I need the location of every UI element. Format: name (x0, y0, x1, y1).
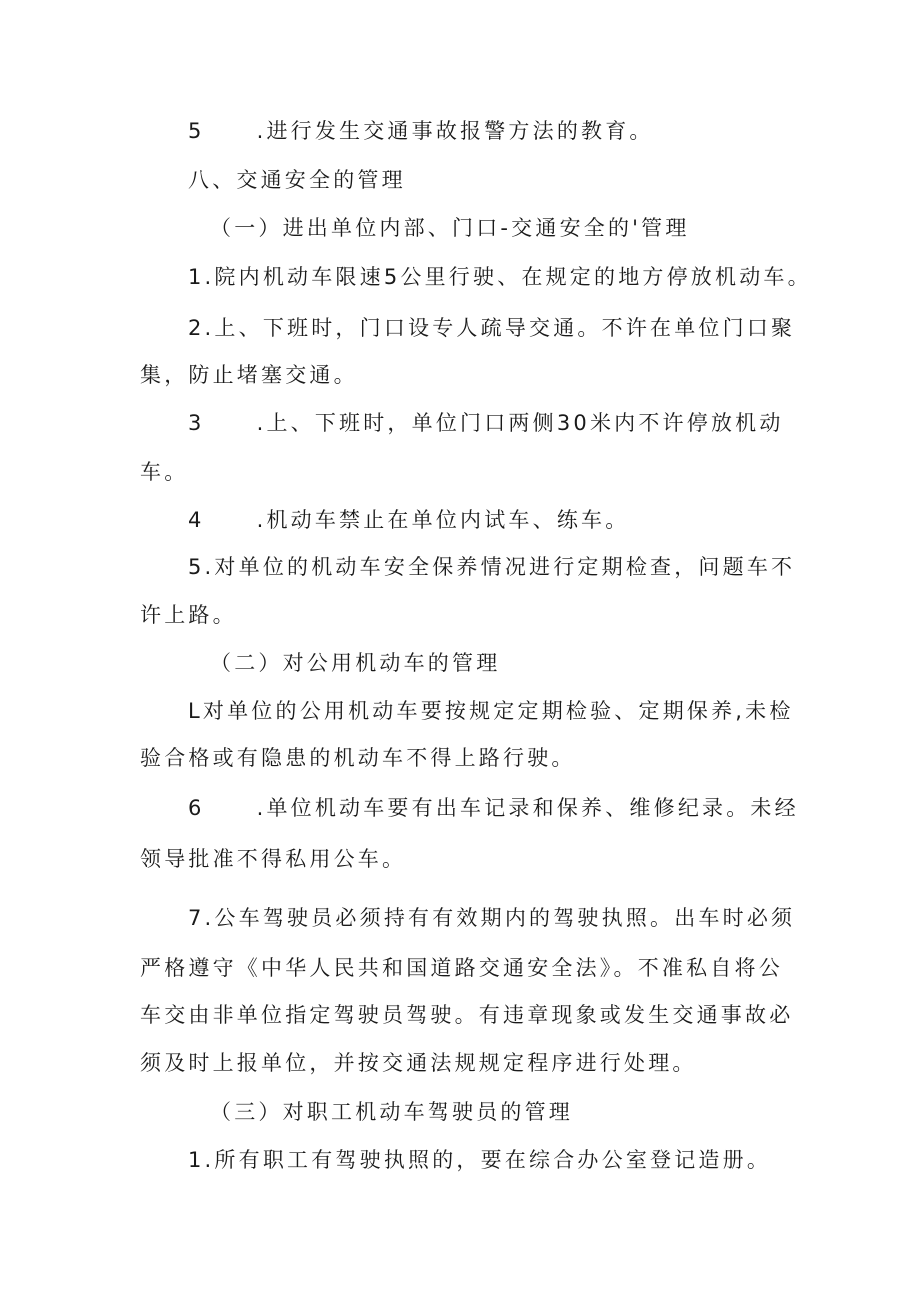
item-text: .进行发生交通事故报警方法的教育。 (256, 119, 654, 143)
paragraph-line: 1.院内机动车限速5公里行驶、在规定的地方停放机动车。 (188, 265, 812, 289)
paragraph-line: 1.所有职工有驾驶执照的，要在综合办公室登记造册。 (188, 1148, 772, 1172)
paragraph-line: 验合格或有隐患的机动车不得上路行驶。 (140, 746, 576, 770)
item-6-line (188, 793, 799, 823)
paragraph-line: L对单位的公用机动车要按规定定期检验、定期保养,未检 (188, 699, 794, 723)
paragraph-line: 车交由非单位指定驾驶员驾驶。有违章现象或发生交通事故必 (140, 1003, 794, 1027)
item-number: 4 (188, 508, 205, 532)
paragraph-line: 车。 (140, 460, 189, 484)
item-text: .单位机动车要有出车记录和保养、维修纪录。未经 (256, 796, 799, 820)
paragraph-line: 许上路。 (140, 603, 237, 627)
subsection-heading-2: （二）对公用机动车的管理 (210, 651, 501, 675)
paragraph-line: 集，防止堵塞交通。 (140, 363, 358, 387)
subsection-heading-1: （一）进出单位内部、门口-交通安全的'管理 (210, 216, 690, 240)
subsection-heading-3: （三）对职工机动车驾驶员的管理 (210, 1100, 573, 1124)
item-text: .机动车禁止在单位内试车、练车。 (256, 508, 630, 532)
item-number: 5 (188, 119, 205, 143)
paragraph-line: 领导批准不得私用公车。 (140, 847, 407, 871)
item-5-education-line (188, 116, 654, 146)
item-3-line (188, 408, 784, 438)
section-heading-8: 八、交通安全的管理 (188, 168, 406, 192)
item-4-line (188, 505, 629, 535)
paragraph-line: 须及时上报单位，并按交通法规规定程序进行处理。 (140, 1051, 697, 1075)
paragraph-line: 2.上、下班时，门口设专人疏导交通。不许在单位门口聚 (188, 316, 796, 340)
paragraph-line: 5.对单位的机动车安全保养情况进行定期检查，问题车不 (188, 555, 796, 579)
paragraph-line: 7.公车驾驶员必须持有有效期内的驾驶执照。出车时必须 (188, 906, 796, 930)
item-number: 6 (188, 796, 205, 820)
item-number: 3 (188, 411, 205, 435)
item-text: .上、下班时，单位门口两侧30米内不许停放机动 (256, 411, 784, 435)
paragraph-line: 严格遵守《中华人民共和国道路交通安全法》。不准私自将公 (140, 956, 783, 980)
